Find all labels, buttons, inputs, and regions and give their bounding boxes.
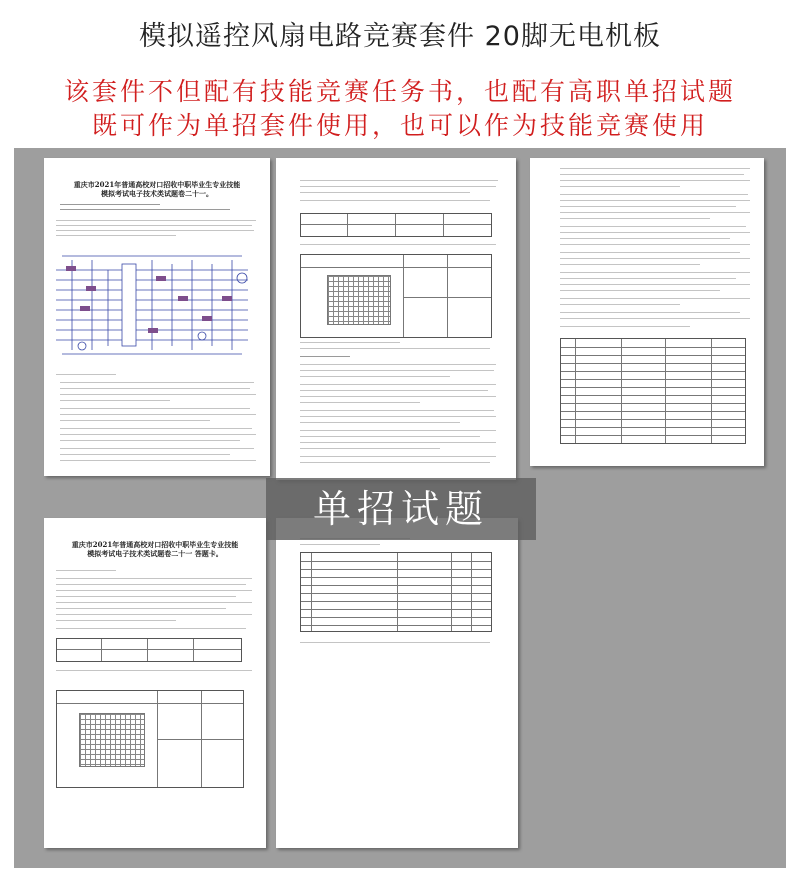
answer-measurement-table	[56, 638, 242, 662]
exam-page-3	[530, 158, 764, 466]
component-list-table	[560, 338, 746, 444]
exam-questions-stamp: 单招试题	[266, 478, 536, 540]
exam-header-line-1: 重庆市2021年普通高校对口招收中职毕业生专业技能	[73, 180, 241, 189]
circuit-diagram	[52, 250, 252, 358]
answer-card-page	[44, 518, 266, 848]
subtitle-line-2: 既可作为单招套件使用，也可以作为技能竞赛使用	[91, 111, 708, 140]
scoring-page	[276, 518, 518, 848]
answer-card-header-line-1: 重庆市2021年普通高校对口招收中职毕业生专业技能	[71, 540, 239, 549]
measurement-table	[300, 213, 492, 237]
answer-card-header-line-2: 模拟考试电子技术类试题卷二十一 答题卡。	[87, 549, 223, 558]
exam-page-2	[276, 158, 516, 480]
subtitle-line-1: 该套件不但配有技能竞赛任务书，也配有高职单招试题	[63, 77, 736, 106]
page-title: 模拟遥控风扇电路竞赛套件 20脚无电机板	[139, 21, 661, 52]
waveform-table	[300, 254, 492, 338]
exam-page-1	[44, 158, 270, 476]
answer-waveform-table	[56, 690, 244, 788]
exam-header-line-2: 模拟考试电子技术类试题卷二十一。	[101, 189, 213, 198]
scoring-table	[300, 552, 492, 632]
